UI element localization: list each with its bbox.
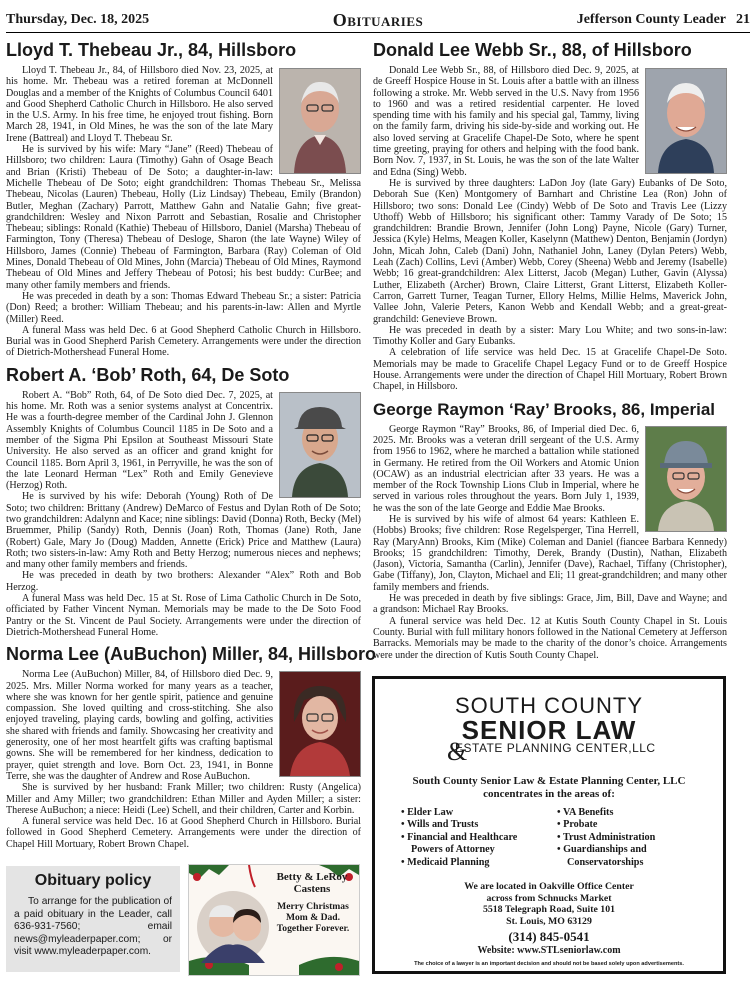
paragraph: She is survived by her husband: Frank Miller; two children: Rusty (Angelica) Miller and Amy Miller; two grandchildren: Ethan Miller and Ayden Miller; a sister: Therese AuBuchon; a niece: Heidi (Lee) Schell, and their children, Carter and Korbin. [6, 782, 361, 816]
paragraph: He is survived by his wife: Mary “Jane” (Reed) Thebeau of Hillsboro; two children: Laura (Timothy) Gahn of Osage Beach and Brian (Kristi) Thebeau of De Soto; a daughter-in-law: Michelle Thebeau of De Soto; eight grandchildren: Thomas Thebeau Sr., Melissa Thebeau, Nicolas (Lauren) Thebeau, Holly (Liz Lindsay) Thebeau, Emily (Brandon) Butler, Meghan (Zachary) Parrott, Matthew Gahn and Natalie Gahn; five great-grandchildren: Wesley and Nixon Parrott and Sebastian, Rosalie and Christopher Thebeau; siblings: Ronald (Kathie) Thebeau of Hillsboro, Daniel (Marsha) Thebeau of Farmington, Tony (Theresa) Thebeau of Desloge, Sharon (the late Wayne) Wiley of Hillsboro, James (Connie) Thebeau of Farmington, Barbara (Ray) Coleman of Old Mines, Donald Thebeau of Old Mines, John (Marcia) Thebeau of Old Mines, Raymond Thebeau of Old Mines and Jeffery Thebeau of Potosi; his best buddy: CurBee; and many other family members and friends. [6, 144, 361, 291]
obituary-thebeau [6, 40, 361, 359]
location-line: across from Schnucks Market [486, 892, 612, 904]
practice-area: • Wills and Trusts [401, 819, 479, 831]
paragraph: Donald Lee Webb Sr., 88, of Hillsboro died Dec. 9, 2025, at de Greeff Hospice House in St. Louis after a battle with an illness following a stroke. Mr. Webb served in the U.S. Navy from 1956 to 1960 and was a retired residential carpenter. He loved spending time with his family and his special gal, Tammy, living on the family farm, driving his side-by-side and working out. He also loved serving at Gracelife Chapel-De Soto, where he spent time greeting, praying for others and helping with the food bank. Born Nov. 7, 1937, in St. Louis, he was the son of the late Walter and Edna (Sing) Webb. [373, 65, 639, 178]
paragraph: A funeral service was held Dec. 12 at Kutis South County Chapel in St. Louis County. Burial with full military honors followed in the National Cemetery at Jefferson Barracks. Memorials may be made to the charity of the donor’s choice. Arrangements were under the direction of Kutis South County Chapel. [373, 615, 727, 661]
obituary-body [6, 390, 361, 639]
paragraph: A funeral Mass was held Dec. 6 at Good Shepherd Catholic Church in Hillsboro. Burial was in Good Shepherd Parish Cemetery. Arrangements were under the direction of Dietrich-Mothershead Funeral Home. [6, 324, 361, 359]
obituary-brooks [373, 399, 727, 661]
obituary-headline: Norma Lee (AuBuchon) Miller, 84, Hillsboro [6, 644, 377, 665]
paragraph: He was preceded in death by a son: Thomas Edward Thebeau Sr.; a sister: Patricia (Don) Reed; a brother: William Thebeau; and his parents-in-law: Allen and Myrtle (Miller) Reed. [6, 290, 361, 325]
portrait-photo [279, 671, 361, 777]
right-column [373, 38, 727, 667]
paragraph: Robert A. “Bob” Roth, 64, of De Soto died Dec. 7, 2025, at his home. Mr. Roth was a senior systems analyst at Concentrix. He was a fourth-degree member of the Cardinal John J. Glennon Assembly Knights of Columbus Council 1185 in De Soto and a member of the Sigma Phi Epsilon at Southeast Missouri State University. He also served as an officer and grand knight for Council 1185. Born April 3, 1961, in Perryville, he was the son of the late Leonard Herman “Lex” Roth and Emily Genevieve (Herzog) Roth. [6, 389, 273, 492]
practice-area: • Guardianships and Conservatorships [557, 844, 647, 868]
obituary-headline: Donald Lee Webb Sr., 88, of Hillsboro [373, 40, 692, 60]
practice-areas-left [401, 807, 551, 869]
practice-areas-right [557, 807, 707, 869]
christmas-tribute-ad [188, 864, 360, 976]
page-number: 21 [736, 12, 750, 27]
page-header [6, 6, 750, 33]
practice-area: • Financial and Healthcare Powers of Attorney [401, 831, 518, 856]
ad-phone: (314) 845-0541 [508, 929, 590, 944]
location-line: 5518 Telegraph Road, Suite 101 [482, 904, 615, 915]
issue-date: Thursday, Dec. 18, 2025 [6, 12, 150, 27]
paragraph: He was preceded in death by five siblings: Grace, Jim, Bill, Dave and Wayne; and a grandson: Michael Ray Brooks. [373, 593, 727, 616]
location-line: St. Louis, MO 63129 [506, 915, 592, 927]
obituary-headline: Lloyd T. Thebeau Jr., 84, Hillsboro [6, 40, 297, 60]
tribute-message: Merry Christmas Mom & Dad. Together Forever. [276, 901, 350, 934]
obituary-headline: George Raymon ‘Ray’ Brooks, 86, Imperial [373, 399, 716, 419]
obituary-headline: Robert A. ‘Bob’ Roth, 64, De Soto [6, 364, 290, 385]
paragraph: He is survived by his wife of almost 64 years: Kathleen E. (Hobbs) Brooks; five children: Rose Regelsperger, Tina Herrell, Ray (MaryAnn) Brooks, Kim (Mike) Coleman and Daniel (fiancee Barbara Kennedy) Brooks; 15 grandchildren: Timothy, Derek, Brandy (Dustin), Nathan, Elizabeth (Jason), Victoria, Samantha (Carlin), Jennifer (Dave), Rachael, Tiffany (Christopher), Gabe (Tiffany), Jon, Clayton, Michael and Eli; 11 great-grandchildren; and many other family members and friends. [373, 513, 727, 593]
ad-logo-ampersand: & [447, 737, 468, 766]
policy-title: Obituary policy [34, 872, 152, 889]
portrait-photo [279, 68, 361, 174]
paragraph: A celebration of life service was held Dec. 15 at Gracelife Chapel-De Soto. Memorials may be made to Gracelife Chapel Legacy Fund or to de Greeff Hospice House. Arrangements were under the direction of Chapel Hill Mortuary, Robert Brown Chapel, in Hillsboro. [373, 347, 727, 393]
portrait-photo [645, 426, 727, 532]
obituary-body [6, 65, 361, 359]
practice-area: • Medicaid Planning [401, 856, 490, 868]
paragraph: Norma Lee (AuBuchon) Miller, 84, of Hillsboro died Dec. 9, 2025. Mrs. Miller Norma worked for many years as a teacher, where she was known for her gentle spirit, patience and genuine compassion. She loved quilting and cross-stitching. She also enjoyed traveling, playing cards, bowling and golfing, activities she shared with friends and family. Showcasing her creativity and generosity, one of her most heartfelt gifts was crafting baptismal gowns. She will be remembered for her kindness, dedication to prayer, quiet strength and love. Born Oct. 23, 1941, in Bonne Terre, she was the daughter of Andrew and Rose AuBuchon. [6, 669, 273, 782]
obituary-policy-box [6, 866, 180, 972]
paragraph: A funeral Mass was held Dec. 15 at St. Rose of Lima Catholic Church in De Soto, officiated by Father Vincent Nyman. Memorials may be made to the De Soto Food Pantry or the St. Vincent de Paul Society. Arrangements were under the direction of Dietrich-Mothershead Funeral Home. [6, 593, 361, 638]
ad-disclaimer: The choice of a lawyer is an important decision and should not be based solely upon advertisements. [414, 961, 684, 967]
left-column [6, 38, 377, 856]
obituary-miller [6, 644, 377, 850]
practice-area: • Trust Administration [557, 831, 656, 843]
obituary-body [373, 424, 727, 661]
practice-area: • Probate [557, 819, 598, 831]
ad-website: Website: www.STLseniorlaw.com [477, 945, 621, 956]
obituary-roth [6, 365, 361, 639]
obituary-body [6, 669, 361, 850]
ad-title: South County Senior Law & Estate Planning Center, LLC concentrates in the areas of: [412, 775, 686, 800]
obituary-webb [373, 40, 727, 393]
senior-law-advertisement [372, 676, 726, 974]
ad-logo-line1: SOUTH COUNTY [455, 693, 643, 718]
obituary-body [373, 65, 727, 393]
ad-location [375, 881, 723, 927]
paragraph: He was preceded in death by a sister: Mary Lou White; and two sons-in-law: Timothy Koller and Gary Eubanks. [373, 324, 727, 348]
paragraph: He is survived by three daughters: LaDon Joy (late Gary) Eubanks of De Soto, Deborah Sue (Ken) Montgomery of Barnhart and Christine Lea (Ron) John of Hillsboro; two sons: Donald Lee (Cindy) Webb of De Soto and Travis Lee (Lizzy Uthoff) Webb of Hillsboro; his significant other: Tammy Varady of De Soto; 15 grandchildren: Brandie Brown, Jennifer (John Long) Payne, Nicole (Gary) Turner, Jessica (Kyle) Helms, Meagen Koller, Kaselynn (Matthew) Denton, Benjamin (Jordyn) John, Micah John, Caleb (Dani) John, Nathaniel John, Laney (Dylan Peters) Webb, Leah (Zach) Collins, Levi (Amber) Webb, Corey (Sheena) Webb and Jeremy (Isabelle) Webb; 16 great-grandchildren: Alex Litterst, Jacob (Megan) Luther, Gavin (Alyssa) Luther, Elizabeth (Archer) Brown, Claire Litterst, Grant Litterst, Elizabeth Koller-Carron, Garrett Turner, Teagan Turner, Ellory Helms, Millie Helms, Maverick John, Vallee John, Valerie Peters, Kanon Webb and Kendall Webb; and a great-great-grandchild: Genevieve Brown. [373, 177, 727, 325]
location-line: We are located in Oakville Office Center [464, 881, 634, 892]
section-title: Obituaries [332, 10, 424, 30]
paragraph: Lloyd T. Thebeau Jr., 84, of Hillsboro died Nov. 23, 2025, at his home. Mr. Thebeau was a retired foreman at McDonnell Douglas and a member of the Knights of Columbus Council 6401 and Good Shepherd Catholic Church in Hillsboro. He also served in the U.S. Army. In his free time, he enjoyed trout fishing. Born March 28, 1941, in Old Mines, he was the son of the late Mary Irene (Battreal) and Lloyd T. Thebeau Sr. [6, 65, 273, 144]
practice-area: • Elder Law [401, 807, 454, 818]
paragraph: A funeral service was held Dec. 16 at Good Shepherd Church in Hillsboro. Burial followed in Good Shepherd Cemetery. Arrangements were under the direction of Chapel Hill Mortuary, Robert Brown Chapel. [6, 816, 361, 850]
policy-text: To arrange for the publication of a paid obituary in the Leader, call 636-931-7560; email news@myleaderpaper.com; or visit www.myleaderpaper.com. [14, 896, 172, 957]
paragraph: He is survived by his wife: Deborah (Young) Roth of De Soto; two children: Brittany (Andrew) DeMarco of Festus and Dylan Roth of De Soto; two grandchildren: Adalynn and Kace; nine siblings: David (Donna) Roth, Becky (Mel) Bruemmer, Philip (Sandy) Roth, Dennis (Joan) Roth, Thomas (Jane) Roth, Jane (Robert) Gale, Mary Jo (Doug) Madden, Annette (Erick) Price and Matthew (Laura) Roth; two sisters-in-law: Amy Roth and Betty Herzog; numerous nieces and nephews; and many other family members and friends. [6, 491, 361, 571]
portrait-photo [645, 68, 727, 174]
tribute-names: Betty & LeRoy Castens [276, 871, 348, 895]
practice-area: • VA Benefits [557, 807, 614, 818]
paragraph: He was preceded in death by two brothers: Alexander “Alex” Roth and Bob Herzog. [6, 570, 361, 593]
publication-name: Jefferson County Leader [576, 12, 726, 27]
ad-logo-line2: SENIOR LAW [461, 715, 637, 745]
portrait-photo [279, 392, 361, 498]
paragraph: George Raymon “Ray” Brooks, 86, of Imperial died Dec. 6, 2025. Mr. Brooks was a veteran drill sergeant of the U.S. Army from 1956 to 1962, where he marched a battalion while stationed in Germany. He retired from the Oil Workers and Atomic Union (OCAW) as an industrial electrician after 33 years. He was a member of the Rock Township Lions Club in Imperial, where he served in various roles throughout the years. Born July 1, 1939, he was the son of the late George and Eddie Mae Brooks. [373, 423, 639, 514]
ad-logo-line3: ESTATE PLANNING CENTER,LLC [455, 741, 656, 755]
